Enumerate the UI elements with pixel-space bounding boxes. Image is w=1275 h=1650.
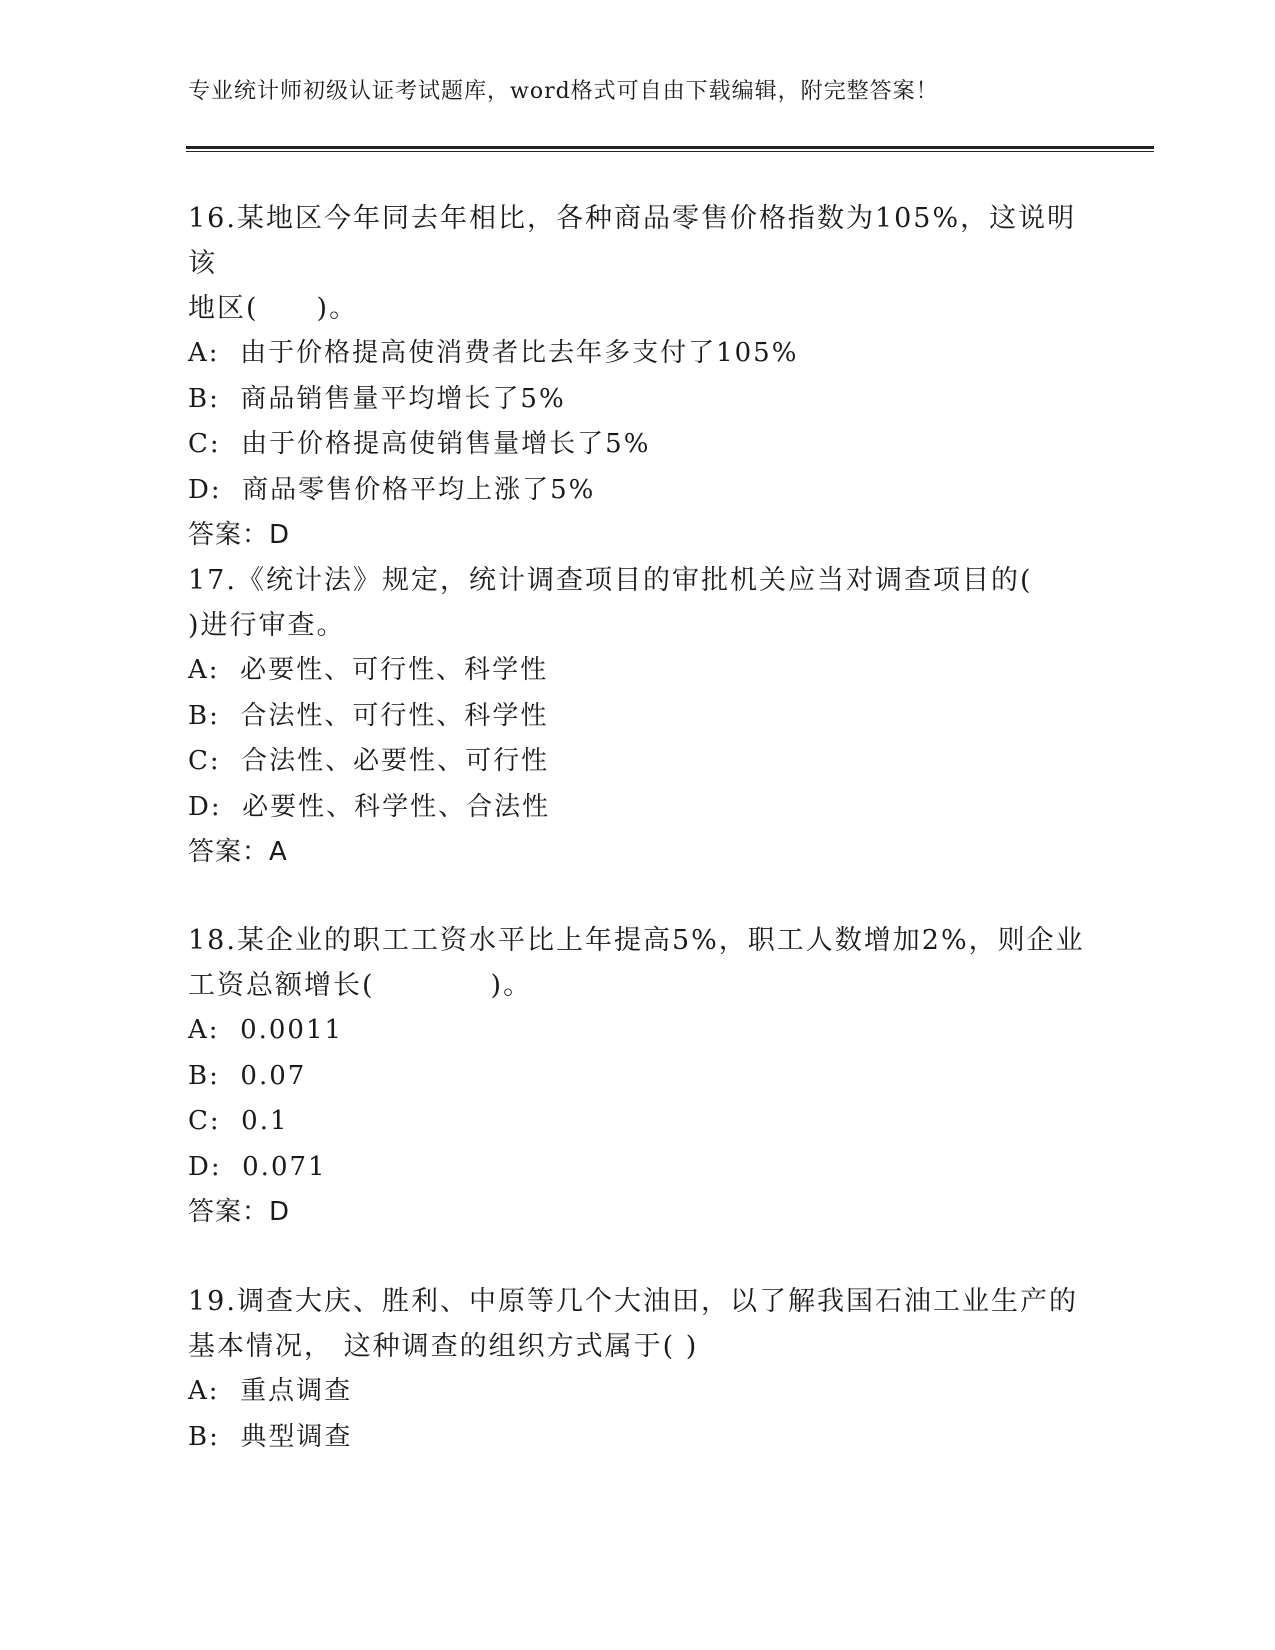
header-divider-thick xyxy=(186,146,1154,149)
option-c: C: 合法性、必要性、可行性 xyxy=(188,746,550,776)
question-stem: 18.某企业的职工工资水平比上年提高5%，职工人数增加2%，则企业 工资总额增长( )。 xyxy=(188,925,1085,1001)
option-a: A: 0.0011 xyxy=(188,1015,344,1045)
option-b: B: 商品销售量平均增长了5% xyxy=(188,383,566,414)
page-header-text: 专业统计师初级认证考试题库，word格式可自由下载编辑，附完整答案！ xyxy=(188,79,939,104)
question-stem: 19.调查大庆、胜利、中原等几个大油田，以了解我国石油工业生产的 基本情况， 这种调查的组织方式属于( ) xyxy=(188,1286,1078,1362)
question-stem: 17.《统计法》规定，统计调查项目的审批机关应当对调查项目的( )进行审查。 xyxy=(188,565,1033,641)
option-c: C: 由于价格提高使销售量增长了5% xyxy=(188,429,651,459)
option-d: D: 必要性、科学性、合法性 xyxy=(188,791,551,822)
option-d: D: 商品零售价格平均上涨了5% xyxy=(188,474,596,505)
answer-label: 答案：D xyxy=(188,1197,291,1227)
answer-label: 答案：A xyxy=(188,837,288,867)
option-d: D: 0.071 xyxy=(188,1151,327,1182)
option-b: B: 典型调查 xyxy=(188,1421,353,1452)
option-a: A: 重点调查 xyxy=(188,1376,353,1406)
option-c: C: 0.1 xyxy=(188,1106,289,1136)
question-16 xyxy=(188,196,1088,558)
header-divider-thin xyxy=(186,151,1154,152)
answer-label: 答案：D xyxy=(188,520,291,550)
option-b: B: 0.07 xyxy=(188,1060,307,1091)
question-18 xyxy=(188,918,1088,1235)
question-17 xyxy=(188,558,1088,875)
option-b: B: 合法性、可行性、科学性 xyxy=(188,700,549,731)
option-a: A: 必要性、可行性、科学性 xyxy=(188,655,549,685)
question-19 xyxy=(188,1279,1088,1460)
question-stem: 16.某地区今年同去年相比，各种商品零售价格指数为105%，这说明该 地区( )。 xyxy=(188,203,1077,324)
option-a: A: 由于价格提高使消费者比去年多支付了105% xyxy=(188,338,799,368)
